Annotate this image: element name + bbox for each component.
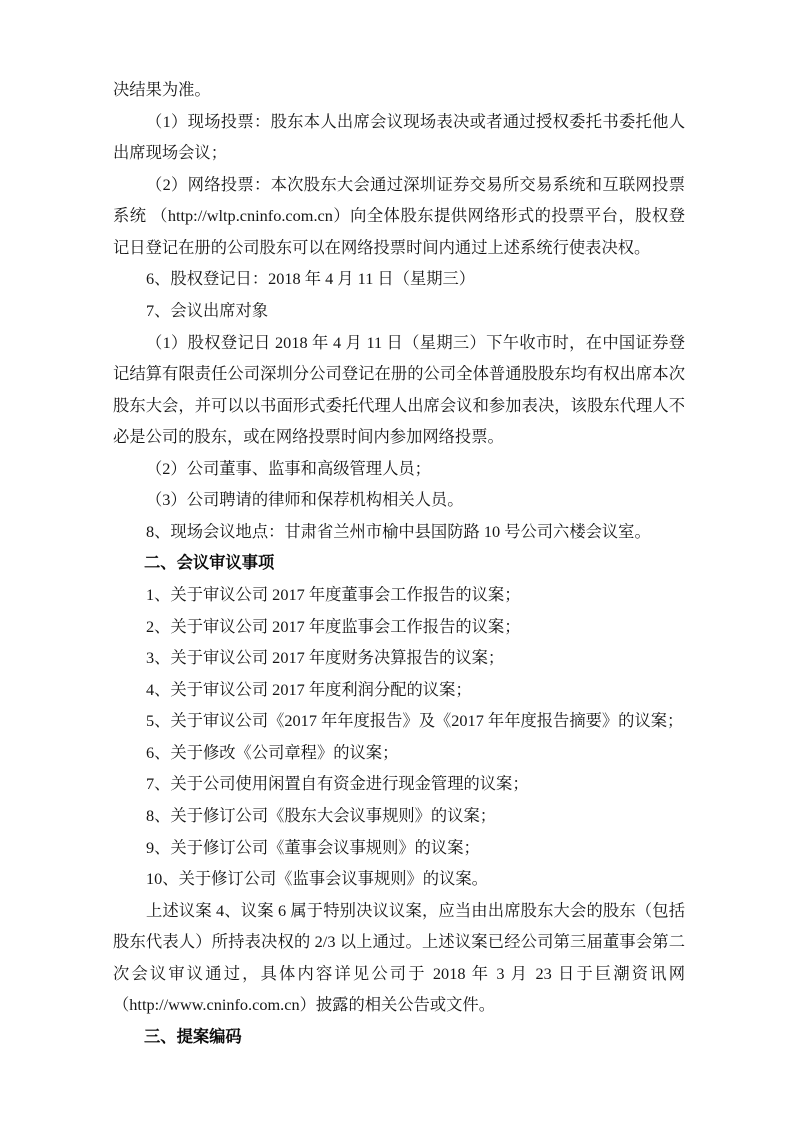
item-7-attendees: 7、会议出席对象 <box>146 300 269 320</box>
paragraph-online-voting: （2）网络投票：本次股东大会通过深圳证券交易所交易系统和互联网投票系统 （http://wltp.cninfo.com.cn）向全体股东提供网络形式的投票平台，股权登记日登记在册的公司股东可以在网络投票时间内通过上述系统行使表决权。 <box>113 174 685 257</box>
proposal-item-3: 3、关于审议公司 2017 年度财务决算报告的议案； <box>146 648 505 668</box>
paragraph-attendee-shareholders: （1）股权登记日 2018 年 4 月 11 日（星期三）下午收市时，在中国证券登记结算有限责任公司深圳分公司登记在册的公司全体普通股股东均有权出席本次股东大会，并可以以书面形式委托代理人出席会议和参加表决，该股东代理人不必是公司的股东，或在网络投票时间内参加网络投票。 <box>113 332 685 447</box>
proposal-item-10: 10、关于修订公司《监事会议事规则》的议案。 <box>146 869 488 889</box>
heading-section-2-matters: 二、会议审议事项 <box>144 553 275 573</box>
proposal-item-6: 6、关于修改《公司章程》的议案； <box>146 742 399 762</box>
document-content <box>113 74 685 1052</box>
heading-section-3-proposal-codes: 三、提案编码 <box>144 1026 242 1046</box>
proposal-item-2: 2、关于审议公司 2017 年度监事会工作报告的议案； <box>146 616 521 636</box>
item-8-meeting-location: 8、现场会议地点：甘肃省兰州市榆中县国防路 10 号公司六楼会议室。 <box>146 521 651 541</box>
paragraph-special-resolution-note: 上述议案 4、议案 6 属于特别决议议案，应当由出席股东大会的股东（包括股东代表人）所持表决权的 2/3 以上通过。上述议案已经公司第三届董事会第二次会议审议通过，具体内容详见公司于 2018 年 3 月 23 日于巨潮资讯网（http://www.cninfo.com.cn）披露的相关公告或文件。 <box>113 900 685 1015</box>
proposal-item-1: 1、关于审议公司 2017 年度董事会工作报告的议案； <box>146 585 521 604</box>
paragraph-attendee-lawyers: （3）公司聘请的律师和保荐机构相关人员。 <box>146 490 464 510</box>
proposal-item-8: 8、关于修订公司《股东大会议事规则》的议案； <box>146 805 497 825</box>
proposal-item-4: 4、关于审议公司 2017 年度利润分配的议案； <box>146 679 472 699</box>
proposal-item-5: 5、关于审议公司《2017 年年度报告》及《2017 年年度报告摘要》的议案； <box>146 711 684 731</box>
paragraph-vote-result-continuation: 决结果为准。 <box>113 80 211 99</box>
proposal-item-7: 7、关于公司使用闲置自有资金进行现金管理的议案； <box>146 774 529 794</box>
proposal-item-9: 9、关于修订公司《董事会议事规则》的议案； <box>146 837 480 857</box>
paragraph-attendee-directors: （2）公司董事、监事和高级管理人员； <box>146 458 431 478</box>
item-6-record-date: 6、股权登记日：2018 年 4 月 11 日（星期三） <box>146 269 476 289</box>
paragraph-onsite-voting: （1）现场投票：股东本人出席会议现场表决或者通过授权委托书委托他人出席现场会议； <box>113 111 685 163</box>
